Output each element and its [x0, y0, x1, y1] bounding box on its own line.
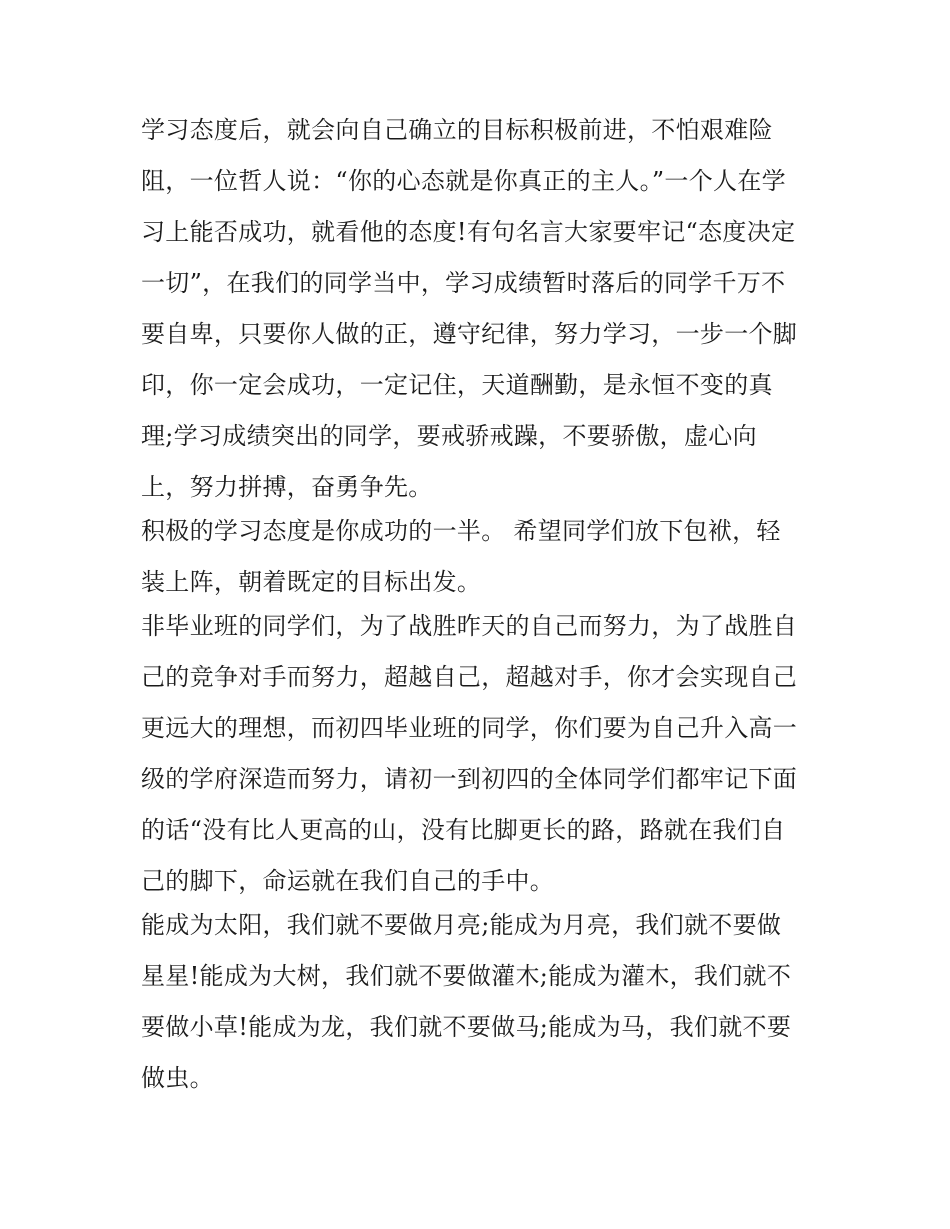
text-line: 星星!能成为大树，我们就不要做灌木;能成为灌木，我们就不 [141, 962, 792, 990]
text-line: 的话“没有比人更高的山，没有比脚更长的路，路就在我们自 [141, 816, 786, 844]
text-line: 阻，一位哲人说：“你的心态就是你真正的主人。”一个人在学 [141, 167, 786, 195]
body-text [141, 110, 831, 1109]
text-line: 级的学府深造而努力，请初一到初四的全体同学们都牢记下面 [141, 765, 798, 793]
text-line: 一切”，在我们的同学当中，学习成绩暂时落后的同学千万不 [141, 269, 786, 297]
text-line: 习上能否成功，就看他的态度!有句名言大家要牢记“态度决定 [141, 218, 796, 246]
text-line: 更远大的理想，而初四毕业班的同学，你们要为自己升入高一 [141, 714, 798, 742]
text-line: 上，努力拼搏，奋勇争先。 [141, 473, 433, 501]
text-line: 己的脚下，命运就在我们自己的手中。 [141, 867, 555, 895]
text-line: 能成为太阳，我们就不要做月亮;能成为月亮，我们就不要做 [141, 911, 782, 939]
text-line: 己的竞争对手而努力，超越自己，超越对手，你才会实现自己 [141, 663, 798, 691]
text-line: 积极的学习态度是你成功的一半。 希望同学们放下包袱，轻 [141, 517, 781, 545]
text-line: 装上阵，朝着既定的目标出发。 [141, 568, 482, 596]
text-line: 学习态度后，就会向自己确立的目标积极前进，不怕艰难险 [141, 116, 773, 144]
text-line: 非毕业班的同学们，为了战胜昨天的自己而努力，为了战胜自 [141, 612, 798, 640]
text-line: 要做小草!能成为龙，我们就不要做马;能成为马，我们就不要 [141, 1013, 792, 1041]
text-line: 印，你一定会成功，一定记住，天道酬勤，是永恒不变的真 [141, 371, 773, 399]
text-line: 理;学习成绩突出的同学，要戒骄戒躁，不要骄傲，虚心向 [141, 422, 757, 450]
text-line: 做虫。 [141, 1064, 214, 1092]
text-line: 要自卑，只要你人做的正，遵守纪律，努力学习，一步一个脚 [141, 320, 798, 348]
